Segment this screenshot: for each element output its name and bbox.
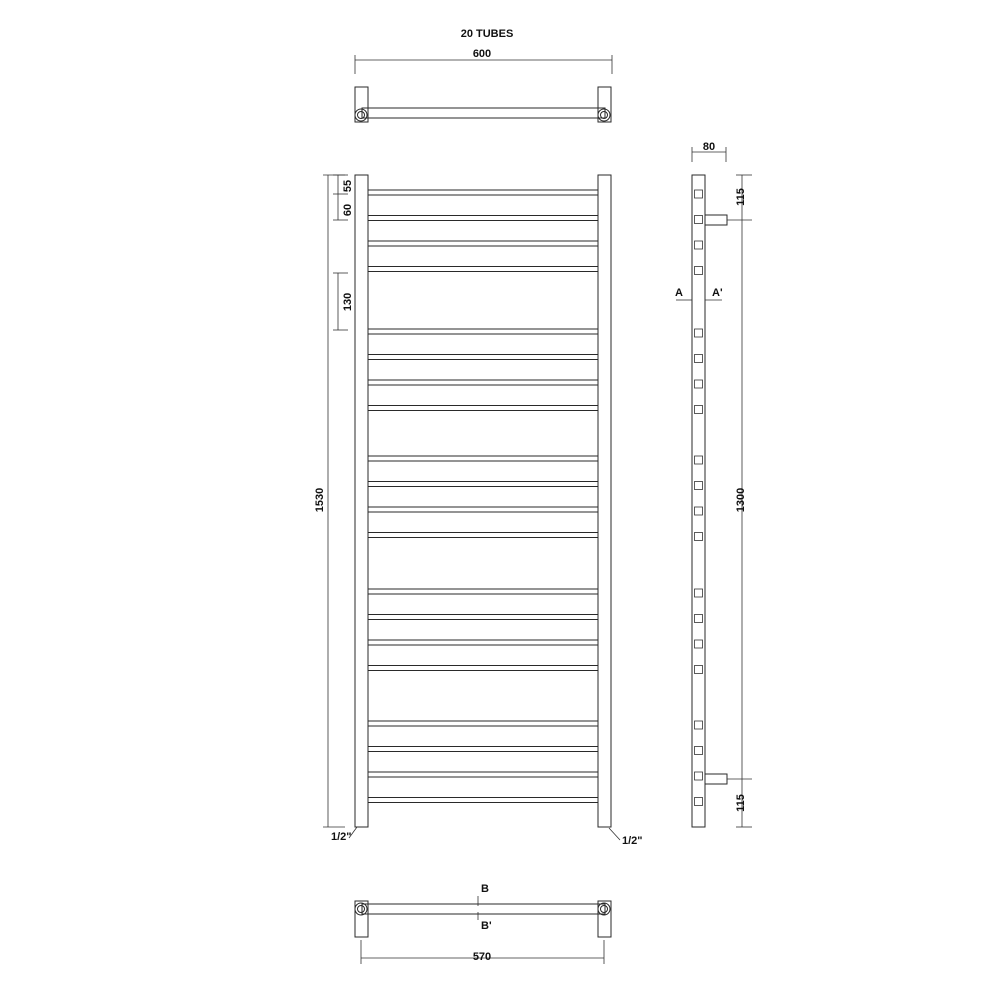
left-upright: [355, 175, 368, 827]
tube-rail-11: [368, 507, 598, 512]
tube-rail-18: [368, 747, 598, 752]
group-gap-label: 130: [342, 292, 354, 312]
tube-rail-8: [368, 406, 598, 411]
tube-end-3: [695, 241, 703, 249]
tube-rail-5: [368, 329, 598, 334]
tube-end-10: [695, 482, 703, 490]
centers-width-label: 570: [472, 951, 492, 963]
tube-end-15: [695, 640, 703, 648]
right-thread-callout: [609, 828, 643, 847]
tube-rail-16: [368, 666, 598, 671]
tube-end-5: [695, 329, 703, 337]
bottom-view: [355, 883, 611, 964]
tube-count-label: 20 TUBES: [460, 28, 514, 40]
centers-height-label: 1300: [735, 487, 747, 513]
tube-end-14: [695, 615, 703, 623]
tube-rail-15: [368, 640, 598, 645]
tube-end-19: [695, 772, 703, 780]
offset-bottom-label: 115: [735, 794, 747, 812]
tube-end-1: [695, 190, 703, 198]
tube-rail-17: [368, 721, 598, 726]
section-b-label: B: [481, 883, 489, 895]
tube-rail-20: [368, 798, 598, 803]
tube-end-12: [695, 533, 703, 541]
top-view-body: [355, 87, 611, 122]
tube-rail-19: [368, 772, 598, 777]
tube-rail-12: [368, 533, 598, 538]
tube-rail-3: [368, 241, 598, 246]
depth-label: 80: [702, 141, 716, 153]
tube-end-13: [695, 589, 703, 597]
tube-rail-7: [368, 380, 598, 385]
tube-rail-1: [368, 190, 598, 195]
thread-left-label: 1/2": [331, 831, 352, 843]
overall-width-label: 600: [472, 48, 492, 60]
section-b-prime-label: B': [481, 920, 492, 932]
tube-rail-4: [368, 267, 598, 272]
side-height-dimensions: [727, 175, 752, 827]
tube-rail-6: [368, 355, 598, 360]
section-a-prime-label: A': [712, 287, 723, 299]
tube-end-7: [695, 380, 703, 388]
tube-end-18: [695, 747, 703, 755]
side-view: [675, 141, 752, 827]
overall-height-label: 1530: [314, 487, 326, 513]
top-gap-1-label: 55: [342, 179, 354, 193]
top-gap-2-label: 60: [342, 203, 354, 217]
top-gap-dimensions: [333, 175, 354, 220]
left-thread-callout: [331, 827, 357, 843]
tube-end-6: [695, 355, 703, 363]
group-gap-dimension: [333, 273, 354, 330]
tube-end-2: [695, 216, 703, 224]
tube-rail-10: [368, 482, 598, 487]
thread-right-label: 1/2": [622, 835, 643, 847]
tube-end-20: [695, 798, 703, 806]
front-view: [314, 175, 643, 847]
centers-width-dimension: [361, 940, 604, 964]
tube-end-8: [695, 406, 703, 414]
top-view: [355, 28, 612, 122]
tube-end-11: [695, 507, 703, 515]
right-upright: [598, 175, 611, 827]
tube-rail-14: [368, 615, 598, 620]
tube-rail-2: [368, 216, 598, 221]
tube-end-16: [695, 666, 703, 674]
tube-end-17: [695, 721, 703, 729]
tube-rails: [368, 190, 598, 803]
tube-rail-13: [368, 589, 598, 594]
tube-end-9: [695, 456, 703, 464]
overall-width-dimension: [355, 48, 612, 74]
side-tube-ends: [695, 190, 703, 806]
depth-dimension: [692, 141, 726, 162]
tube-rail-9: [368, 456, 598, 461]
section-a-label: A: [675, 287, 683, 299]
section-a-markers: [675, 287, 723, 300]
offset-top-label: 115: [735, 188, 747, 206]
tube-end-4: [695, 267, 703, 275]
section-b-markers: [478, 883, 492, 932]
